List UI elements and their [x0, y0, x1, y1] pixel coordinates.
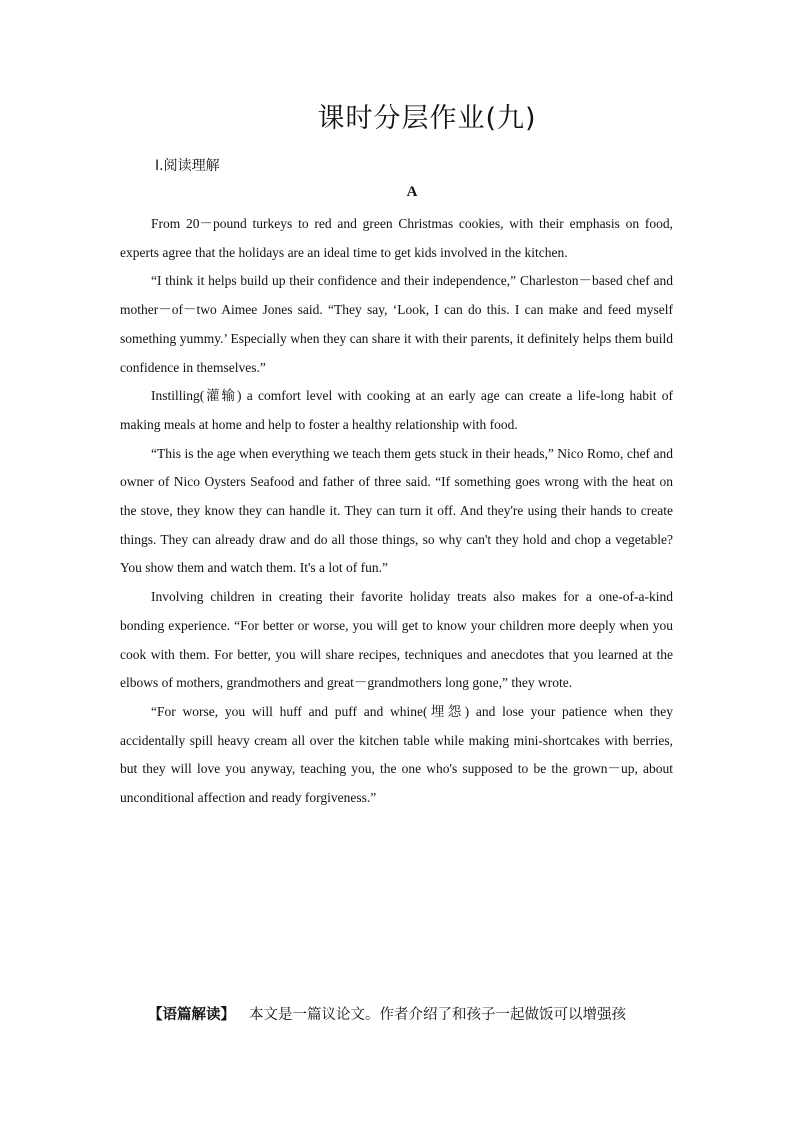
paragraph-4: “This is the age when everything we teach them gets stuck in their heads,” Nico Romo, chef and owner of Nico Oysters Seafood and father of three said. “If something goes wrong with the heat on the stove, they know they can handle it. They can turn it off. And they're using their hands to create things. They can already draw and do all those things, so why can't they hold and chop a vegetable? You show them and watch them. It's a lot of fun.” — [120, 445, 673, 576]
paragraph-1: From 20－pound turkeys to red and green Christmas cookies, with their emphasis on food, experts agree that the holidays are an ideal time to get kids involved in the kitchen. — [120, 216, 673, 260]
page-title: 课时分层作业(九) — [317, 103, 537, 134]
reading-analysis-label: 【语篇解读】 — [148, 1007, 235, 1023]
section-heading: Ⅰ.阅读理解 — [155, 158, 220, 174]
reading-analysis — [120, 1002, 680, 1028]
passage-body — [120, 210, 673, 813]
passage-label: A — [406, 184, 418, 200]
paragraph-5: Involving children in creating their favorite holiday treats also makes for a one-of-a-kind bonding experience. “For better or worse, you will get to know your children more deeply when you cook with them. For better, you will share recipes, techniques and anecdotes that you learned at the elbows of mothers, grandmothers and great－grandmothers long gone,” they wrote. — [120, 589, 673, 691]
paragraph-6: “For worse, you will huff and puff and whine(埋怨) and lose your patience when they accidentally spill heavy cream all over the kitchen table while making mini-shortcakes with berries, but they will love you anyway, teaching you, the one who's supposed to be the grown－up, about unconditional affection and ready forgiveness.” — [120, 703, 673, 806]
paragraph-2: “I think it helps build up their confidence and their independence,” Charleston－based chef and mother－of－two Aimee Jones said. “They say, ‘Look, I can do this. I can make and feed myself something yummy.’ Especially when they can share it with their parents, it definitely helps them build confidence in themselves.” — [120, 273, 673, 375]
reading-analysis-text: 本文是一篇议论文。作者介绍了和孩子一起做饭可以增强孩 — [249, 1007, 626, 1023]
paragraph-3: Instilling(灌输) a comfort level with cooking at an early age can create a life-long habit of making meals at home and help to foster a healthy relationship with food. — [120, 388, 673, 432]
